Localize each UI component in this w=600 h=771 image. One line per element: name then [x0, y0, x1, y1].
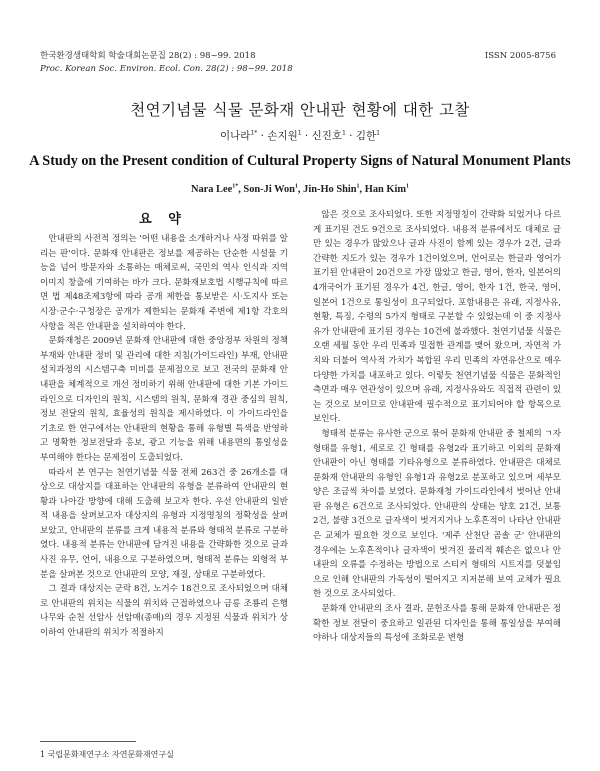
author-en-affiliation-mark: 1*: [232, 183, 239, 190]
author-en-affiliation-mark: 1: [356, 183, 360, 190]
footnote-divider: [40, 741, 136, 742]
author-ko-separator: ·: [301, 130, 312, 142]
author-ko-affiliation-mark: 1: [297, 129, 302, 137]
author-ko-name: 손지원: [267, 130, 298, 142]
author-ko-affiliation-mark: 1: [376, 129, 380, 137]
body-paragraph: 안내판의 사전적 정의는 '어떤 내용을 소개하거나 사정 따위를 알리는 판'이다. 문화재 안내판은 정보를 제공하는 단순한 시설물 기능을 넘어 방문자와 소통하는 매체로써, 국민의 역사 인식과 지역 이미지 창출에 기여하는 바가 크다. 문화재보호법 시행규칙에 따르면 법 제48조제3항에 따라 공개 제한을 통보받은 시·도지사 또는 시장·군수·구청장은 공개가 제한되는 문화재 주변에 제1항 각호의 사항을 적은 안내판을 설치하여야 한다.: [40, 234, 288, 332]
author-en-name: Han Kim: [364, 184, 407, 195]
body-column-right: [313, 208, 561, 646]
author-ko-affiliation-mark: 1: [342, 129, 346, 137]
abstract-heading: 요 약: [139, 212, 187, 227]
body-paragraph: 따라서 본 연구는 천연기념물 식물 전체 263건 중 26개소를 대상으로 대상지를 대표하는 안내판의 유형을 분류하여 안내판의 현황과 나아갈 방향에 대해 도출해 보고자 한다. 우선 안내판의 일반적 내용을 살펴보고자 대상지의 유형과 지정명칭의 정확성을 살펴보았고, 안내판의 분류를 크게 내용적 분류와 형태적 분류로 구분하였다. 내용적 분류는 안내판에 담겨진 내용을 간략화한 것으로 글과 사진 유무, 언어, 내용으로 구분하였으며, 형태적 분류는 외형적 부분을 살펴본 것으로 안내판의 모양, 재질, 상태로 구분하였다.: [40, 467, 288, 580]
body-paragraph: 문화재청은 2009년 문화재 안내판에 대한 중앙정부 차원의 정책부재와 안내판 정비 및 관리에 대한 지침(가이드라인) 부재, 안내판 설치과정의 시스템구축 미비를 문제점으로 보고 전국의 문화재 안내판을 체계적으로 개선 정비하기 위해 안내판에 대한 기본 가이드라인으로 디자인의 원칙, 시스템의 원칙, 문화재 경관 중심의 원칙, 정보 전달의 원칙, 효율성의 원칙을 제시하였다. 이 가이드라인을 기초로 한 연구에서는 안내판의 현황을 통해 유형별 특색을 반영하고 명확한 정보전달과 홍보, 광고 기능을 위해 내용면의 통일성을 부여해야 한다는 문제점이 도출되었다.: [40, 336, 288, 463]
title-korean: 천연기념물 식물 문화재 안내판 현황에 대한 고찰: [130, 101, 470, 119]
authors-english: [0, 184, 600, 195]
footnote: 1 국립문화재연구소 자연문화재연구실: [40, 750, 174, 759]
journal-citation: [40, 50, 293, 76]
author-en-separator: ,: [359, 184, 365, 195]
body-paragraph: 그 결과 대상지는 군락 8건, 노거수 18건으로 조사되었으며 대체로 안내판의 위치는 식물의 위치와 근접하였으나 금릉 조룡리 은행나무와 순천 선암사 선암매(종매)의 경우 지정된 식물과 위치가 상이하여 안내판의 위치가 적절하지: [40, 584, 288, 639]
author-en-name: Nara Lee: [190, 184, 233, 195]
author-ko-name: 이나라: [220, 130, 251, 142]
journal-citation-en: Proc. Korean Soc. Environ. Ecol. Con. 28(2) : 98~99. 2018: [40, 64, 293, 74]
author-en-separator: ,: [238, 184, 244, 195]
author-ko-affiliation-mark: 1*: [250, 129, 258, 137]
issn: ISSN 2005-8756: [484, 51, 556, 61]
author-ko-separator: ·: [345, 130, 356, 142]
author-en-separator: ,: [297, 184, 304, 195]
author-en-name: Son-Ji Won: [243, 184, 295, 195]
journal-citation-ko: 한국환경생태학회 학술대회논문집 28(2) : 98~99. 2018: [40, 51, 256, 61]
body-paragraph: 문화재 안내판의 조사 결과, 문헌조사를 통해 문화재 안내판은 정확한 정보 전달이 중요하고 일관된 디자인을 통해 통일성을 부여해야하나 대상지들의 특성에 조화로운 변형: [313, 604, 561, 644]
author-ko-name: 신진호: [311, 130, 343, 142]
body-column-left: [40, 232, 288, 641]
body-paragraph: 형태적 분류는 유사한 군으로 묶어 문화재 안내판 중 철제의 ㄱ자 형태를 유형1, 세로로 긴 형태를 유형2라 표기하고 이외의 문화재안내판이 아닌 형태를 기타유형으로 분류하였다. 안내판은 대체로 문화재 안내판의 유형인 유형1과 유형2로 분포하고 있으며 세부모양은 조금씩 차이를 보였다. 문화재청 가이드라인에서 벗어난 안내판 유형은 6건으로 조사되었다. 안내판의 상태는 양호 21건, 보통 2건, 불량 3건으로 글자색이 벗겨지거나 노후흔적이 나타난 안내판은 교체가 필요한 것으로 보인다. '제주 산천단 곰솔 군' 안내판의 경우에는 노후흔적이나 글자색이 벗겨진 물리적 훼손은 없으나 안내판의 오류를 수정하는 방법으로 스티커 형태의 시트지를 덧붙임으로 인해 안내판의 가독성이 떨어지고 지저분해 보여 교체가 필요한 것으로 조사되었다.: [313, 428, 561, 600]
body-paragraph: 않은 것으로 조사되었다. 또한 지정명칭이 간략화 되었거나 다르게 표기된 건도 9건으로 조사되었다. 내용적 분류에서도 대체로 글만 있는 경우가 많았으나 글과 사진이 함께 있는 경우가 2건, 글과 간략한 지도가 있는 경우가 1건이었으며, 언어로는 한글과 영어가 표기된 안내판이 20건으로 가장 많았고 한글, 영어, 한자, 일본어의 4개국어가 표기된 경우가 4건, 한글, 영어, 한자 1건, 한국, 영어, 일본어 1건으로 통일성이 요구되었다. 포함내용은 유래, 지정사유, 현황, 특징, 수령의 5가지 형태로 구분할 수 있었는데 이 중 지정사유가 안내판에 표기된 경우는 10건에 불과했다. 천연기념물 식물은 오랜 세월 동안 우리 민족과 밀접한 관계를 맺어 왔으며, 자연적 가치와 더불어 역사적 가치가 복합된 우리 민족의 자연유산으로 매우 다양한 가치를 내포하고 있다. 이렇듯 천연기념물 식물은 문화적인 측면과 매우 연관성이 있으며 유래, 지정사유와도 직접적 관련이 있는 것으로 보이므로 안내판에 필수적으로 표기되어야 할 항목으로 보인다.: [313, 210, 561, 425]
authors-korean: [0, 128, 600, 143]
author-en-name: Jin-Ho Shin: [303, 184, 357, 195]
author-en-affiliation-mark: 1: [294, 183, 298, 190]
author-ko-separator: ·: [257, 130, 268, 142]
title-english: A Study on the Present condition of Cultural Property Signs of Natural Monument Plants: [29, 153, 571, 169]
author-en-affiliation-mark: 1: [406, 183, 410, 190]
author-ko-name: 김한: [355, 130, 377, 142]
